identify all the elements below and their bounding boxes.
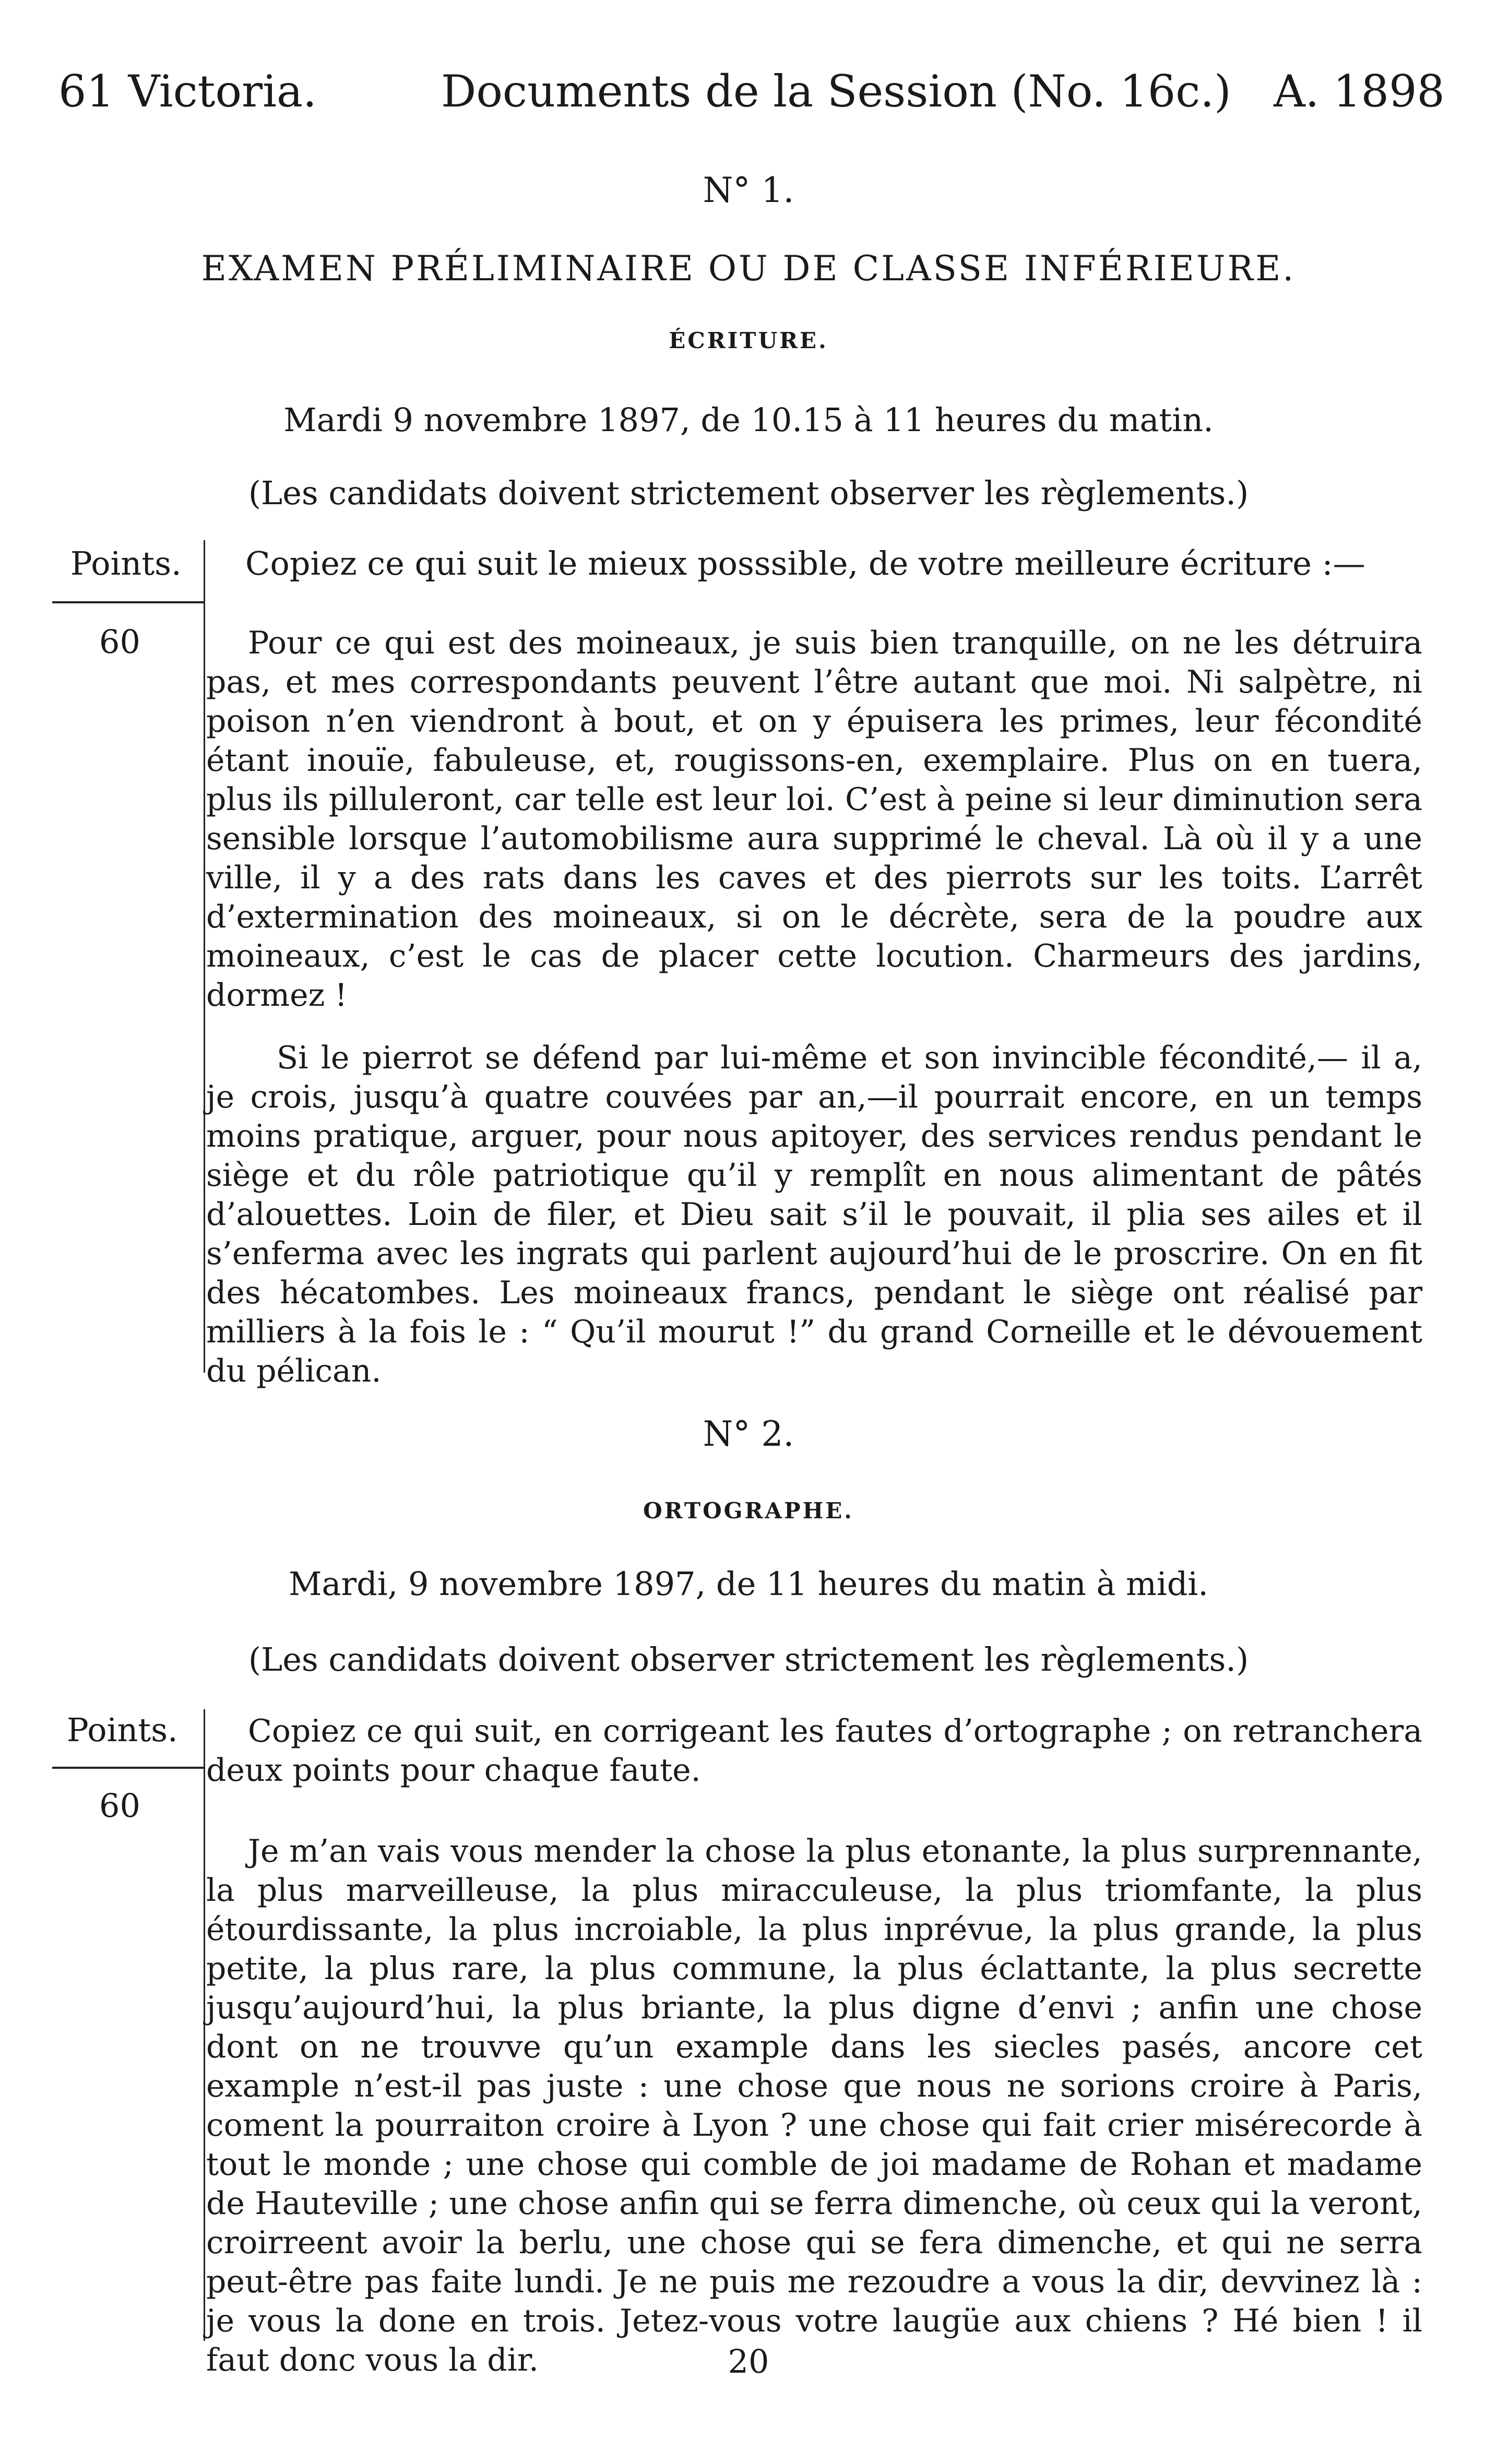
section1-points-value: 60 — [99, 623, 140, 661]
section2-points-label: Points. — [67, 1711, 178, 1749]
section1-subject: ÉCRITURE. — [669, 328, 828, 353]
section1-number: N° 1. — [703, 170, 794, 210]
section1-rules: (Les candidats doivent strictement observer les règlements.) — [248, 474, 1249, 512]
section1-points-rule — [52, 601, 205, 603]
section2-subject: ORTOGRAPHE. — [643, 1498, 854, 1523]
section1-points-label: Points. — [70, 544, 182, 582]
section2-text-block — [206, 1832, 1422, 2380]
header-document-title: Documents de la Session (No. 16c.) — [441, 66, 1231, 117]
section2-rules: (Les candidats doivent observer strictement les règlements.) — [248, 1640, 1249, 1679]
section1-margin-line — [204, 540, 205, 1373]
section2-points-rule — [52, 1767, 205, 1769]
section2-instruction-block — [206, 1712, 1422, 1790]
section1-paragraph-2: Si le pierrot se défend par lui-même et son invincible fécondité,— il a, je crois, jusqu’à quatre couvées par an,—il pourrait encore, en un temps moins pratique, arguer, pour nous apitoyer, des services rendus pendant le siège et du rôle patriotique qu’il y remplît en nous alimentant de pâtés d’alouettes. Loin de filer, et Dieu sait s’il le pouvait, il plia ses ailes et il s’enferma avec les ingrats qui parlent aujourd’hui de le proscrire. On en fit des hécatombes. Les moineaux francs, pendant le siège ont réalisé par milliers à la fois le : “ Qu’il mourut !” du grand Corneille et le dévouement du pélican. — [206, 1040, 1422, 1389]
section2-points-value: 60 — [99, 1787, 140, 1825]
header-year: A. 1898 — [1274, 66, 1445, 117]
section1-text-block — [206, 624, 1422, 1391]
section1-date: Mardi 9 novembre 1897, de 10.15 à 11 heures du matin. — [283, 401, 1214, 439]
section1-instruction: Copiez ce qui suit le mieux posssible, de votre meilleure écriture :— — [245, 544, 1365, 582]
header-session-year: 61 Victoria. — [58, 66, 317, 117]
section2-instruction: Copiez ce qui suit, en corrigeant les fautes d’ortographe ; on retranchera deux points pour chaque faute. — [206, 1713, 1422, 1789]
page-number: 20 — [728, 2342, 769, 2380]
section2-margin-line — [204, 1709, 205, 2341]
section2-date: Mardi, 9 novembre 1897, de 11 heures du matin à midi. — [289, 1565, 1208, 1603]
section2-paragraph-1: Je m’an vais vous mender la chose la plus etonante, la plus surprennante, la plus marveilleuse, la plus miracculeuse, la plus triomfante, la plus étourdissante, la plus incroiable, la plus inprévue, la plus grande, la plus petite, la plus rare, la plus commune, la plus éclattante, la plus secrette jusqu’aujourd’hui, la plus briante, la plus digne d’envi ; anfin une chose dont on ne trouvve qu’un example dans les siecles pasés, ancore cet example n’est-il pas juste : une chose que nous ne sorions croire à Paris, coment la pourraiton croire à Lyon ? une chose qui fait crier misérecorde à tout le monde ; une chose qui comble de joi madame de Rohan et madame de Hauteville ; une chose anfin qui se ferra dimenche, où ceux qui la veront, croirreent avoir la berlu, une chose qui se fera dimenche, et qui ne serra peut-être pas faite lundi. Je ne puis me rezoudre a vous la dir, devvinez là : je vous la done en trois. Jetez-vous votre laugüe aux chiens ? Hé bien ! il faut donc vous la dir. — [206, 1833, 1422, 2378]
section1-paragraph-1: Pour ce qui est des moineaux, je suis bien tranquille, on ne les détruira pas, et mes correspondants peuvent l’être autant que moi. Ni salpètre, ni poison n’en viendront à bout, et on y épuisera les primes, leur fécondité étant inouïe, fabuleuse, et, rougissons-en, exemplaire. Plus on en tuera, plus ils pilluleront, car telle est leur loi. C’est à peine si leur diminution sera sensible lorsque l’automobilisme aura supprimé le cheval. Là où il y a une ville, il y a des rats dans les caves et des pierrots sur les toits. L’arrêt d’extermination des moineaux, si on le décrète, sera de la poudre aux moineaux, c’est le cas de placer cette locution. Charmeurs des jardins, dormez ! — [206, 625, 1422, 1014]
section1-title: EXAMEN PRÉLIMINAIRE OU DE CLASSE INFÉRIEURE. — [201, 248, 1296, 289]
section2-number: N° 2. — [703, 1414, 794, 1454]
